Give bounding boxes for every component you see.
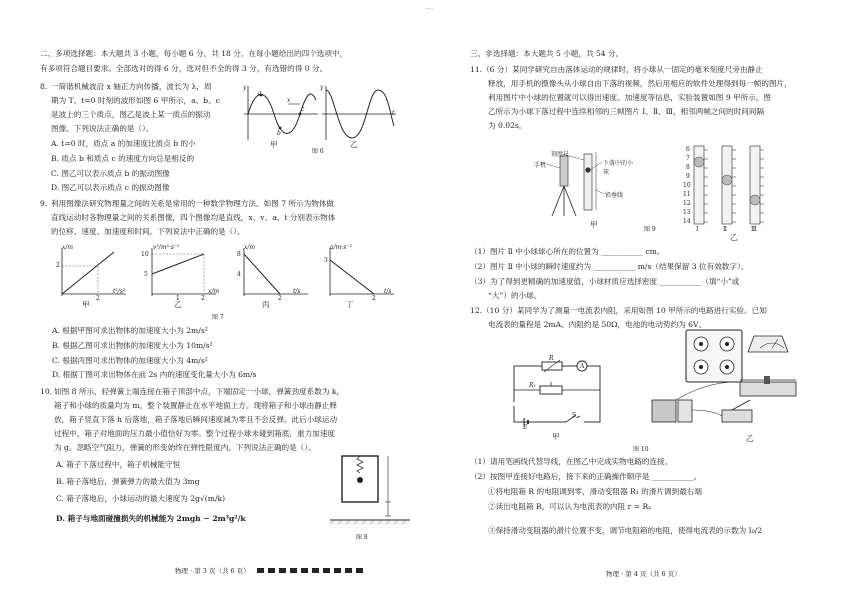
figure-9-caption: 图 9: [644, 226, 656, 233]
q10-stem: 放，箱子竖直下落 h 后落地，箱子落地后瞬间速度减为零且不会反弹。此后小球运动: [54, 415, 338, 424]
scale-tick: 12: [683, 200, 691, 207]
q8-stem: 期为 T。t=0 时刻的波形如图 6 甲所示，a、b、c: [51, 96, 220, 105]
section3-heading: 三、非选择题：本大题共 5 小题，共 54 分。: [470, 49, 624, 58]
graph-ding-xlabel: t/s: [384, 288, 392, 295]
footer-mark: [257, 568, 264, 573]
graph-ding-name: 丁: [346, 300, 354, 309]
vibration-figure-yi: [318, 84, 398, 140]
figure-6-caption: 图 6: [312, 148, 324, 155]
graph-jia-ylabel: x/m: [62, 244, 74, 251]
q12-stem: 电流表的量程是 2mA、内阻约是 50Ω，电池的电动势约为 6V。: [488, 320, 707, 329]
footer-mark: [279, 568, 286, 573]
footer-marks-left: [257, 567, 367, 575]
q9-option-d: D. 根据丁图可求出物体在前 2s 内的速度变化量大小为 6m/s: [52, 370, 257, 379]
q8-option-b: B. 质点 b 和质点 c 的速度方向总是相反的: [51, 154, 195, 163]
q8-stem: 是波上的三个质点，图乙是波上某一质点的振动: [51, 110, 211, 119]
q11-stem: 为 0.02s。: [488, 121, 527, 130]
circuit-label-a: A: [580, 363, 585, 370]
frames-figure-yi: [678, 144, 788, 234]
q9-stem: 利用图像法研究物理量之间的关系是常用的一种数学物理方法。如图 7 所示为物体做: [51, 199, 335, 208]
q12-sub-1: （1）请用笔画线代替导线，在图乙中完成实物电路的连接。: [470, 457, 673, 466]
scale-tick: 7: [686, 155, 690, 162]
q12-step-1: ①将电阻箱 R 的电阻调到零，滑动变阻器 R₁ 的滑片调到最右端: [488, 487, 702, 496]
q10-option-b: B. 箱子落地后，弹簧弹力的最大值为 3mg: [56, 477, 200, 486]
graph-yi-xtick: 1: [176, 295, 180, 302]
circuit-caption-jia: 甲: [552, 432, 560, 441]
q11-stem: 11.（6 分）某同学研究自由落体运动的规律时，将小球从一固定的毫米刻度尺旁由静止: [470, 65, 763, 74]
graph-yi-xtick: 2: [201, 295, 205, 302]
footer-mark: [301, 568, 308, 573]
vibration-caption-yi: 乙: [350, 140, 358, 149]
circuit-schematic-jia: [504, 360, 614, 430]
q11-sub-3-cont: “大”）的小球。: [488, 291, 542, 300]
graph-ding-ylabel: a/m·s⁻²: [330, 244, 352, 251]
q9-number: 9.: [40, 199, 48, 208]
label-plumb-line: 铅垂线: [605, 192, 624, 199]
scale-tick: 6: [686, 146, 690, 153]
footer-mark: [345, 568, 352, 573]
scale-tick: 11: [683, 191, 691, 198]
box-spring-figure: [330, 452, 410, 530]
graph-bing-xlabel: t/s: [293, 288, 301, 295]
q12-step-3: ③保持滑动变阻器的滑片位置不变，调节电阻箱的电阻，使得电流表的示数为 I₀/2: [488, 526, 763, 535]
vibration-label-y: y: [320, 84, 324, 91]
q12-sub-2: （2）按图甲连接好电路后，接下来的正确操作顺序是 ___________。: [470, 472, 702, 481]
wave-label-y: y: [243, 84, 247, 91]
wave-caption-jia: 甲: [270, 140, 278, 149]
circuit-apparatus-yi: [652, 330, 802, 442]
figure-8-caption: 图 8: [356, 534, 368, 541]
footer-mark: [290, 568, 297, 573]
graph-bing-ylabel: x/m: [244, 244, 256, 251]
footer-mark: [268, 568, 275, 573]
vibration-label-t: t: [392, 110, 395, 117]
scale-tick: 13: [683, 209, 691, 216]
frame-label: Ⅲ: [751, 226, 757, 233]
frame-label: Ⅰ: [696, 226, 699, 233]
scale-tick: 9: [686, 173, 690, 180]
graph-jia-ytick: 2: [56, 262, 60, 269]
q10-stem: 箱子和小球的质量均为 m。整个装置静止在水平地面上方。现将箱子和小球由静止释: [54, 401, 337, 410]
q11-sub-2: （2）图片 Ⅱ 中小球的瞬时速度约为 ___________ m/s（结果保留 3 位有效数字）。: [470, 262, 749, 271]
graph-bing-ytick: 8: [237, 251, 241, 258]
q12-step-2: ②读出电阻箱 R，可以认为电流表的内阻 r = Rₓ: [488, 502, 652, 511]
footer-mark: [356, 568, 363, 573]
q10-stem: 为 g。忽略空气阻力，弹簧的形变始终在弹性限度内。下列说法正确的是（）。: [54, 443, 316, 452]
q11-sub-3: （3）为了得到更精确的加速度值，小球材质应选择密度 ___________（填“小”或: [470, 277, 740, 286]
figure-7-caption: 图 7: [212, 314, 224, 321]
graph-bing-xtick: 2: [278, 295, 282, 302]
circuit-label-e: E: [523, 424, 528, 431]
apparatus-caption-jia: 甲: [590, 220, 598, 229]
wave-label-c: c: [301, 106, 305, 113]
q11-sub-1: （1）图片 Ⅱ 中小球球心所在的位置为 ___________ cm。: [470, 247, 665, 256]
q10-option-c: C. 箱子落地后，小球运动的最大速度为 2g√(m/k): [56, 494, 226, 503]
q12-stem: 12.（10 分）某同学为了测量一电流表内阻，采用如图 10 甲所示的电路进行实验。已知: [470, 306, 767, 315]
wave-label-b: b: [277, 130, 281, 137]
label-phone: 手机: [534, 162, 547, 169]
q9-option-b: B. 根据乙图可求出物体的加速度大小为 10m/s²: [52, 341, 213, 350]
page-footer-left: 物理 · 第 3 页（共 6 页）: [175, 567, 250, 575]
q9-option-c: C. 根据丙图可求出物体的加速度大小为 4m/s²: [52, 356, 208, 365]
figure-10-caption: 图 10: [633, 446, 649, 453]
wave-label-a: a: [258, 90, 262, 97]
q10-option-a: A. 箱子下落过程中，箱子机械能守恒: [56, 460, 181, 469]
q10-stem: 过程中，箱子对地面的压力最小值恰好为零。整个过程小球未碰到箱底，重力加速度: [54, 429, 335, 438]
q8-stem: 一简谐机械波沿 x 轴正方向传播，波长为 λ，周: [51, 82, 212, 91]
scale-tick: 14: [683, 218, 691, 225]
q10-stem: 如图 8 所示，轻弹簧上端连接在箱子顶部中点，下端固定一小球，弹簧劲度系数为 k，: [54, 387, 345, 396]
q8-number: 8.: [40, 82, 48, 91]
graph-yi-ytick: 10: [141, 251, 149, 258]
q8-option-d: D. 图乙可以表示质点 c 的振动图像: [51, 183, 170, 192]
graph-jia-xlabel: t²/s²: [113, 288, 126, 295]
footer-mark: [334, 568, 341, 573]
q8-stem: 图像。下列说法正确的是（）。: [51, 124, 154, 133]
q9-stem: 直线运动时各物理量之间的关系图像，四个图像均是直线，x、v、a、t 分别表示物体: [51, 213, 336, 222]
graph-bing-ytick: 4: [237, 271, 241, 278]
circuit-label-r: R: [549, 355, 554, 362]
circuit-label-r1: R₁: [529, 382, 536, 389]
wave-label-x: x: [287, 97, 291, 104]
frame-label: Ⅱ: [723, 226, 728, 233]
q11-stem: 乙所示为小球下落过程中连续相邻的三帧图片 Ⅰ、Ⅱ、Ⅲ，相邻两帧之间的时间间隔: [488, 107, 765, 116]
graph-ding-xtick: 2: [372, 295, 376, 302]
q8-option-c: C. 图乙可以表示质点 b 的振动图像: [51, 169, 170, 178]
graph-yi-name: 乙: [174, 300, 182, 309]
graph-yi-ylabel: v²/m²·s⁻²: [153, 244, 180, 251]
q9-option-a: A. 根据甲图可求出物体的加速度大小为 2m/s²: [52, 326, 208, 335]
apparatus-caption-yi: 乙: [746, 434, 754, 443]
graph-bing-name: 丙: [262, 300, 270, 309]
section2-heading-2: 有多项符合题目要求。全部选对的得 6 分，选对但不全的得 3 分，有选错的得 0 分。: [40, 64, 328, 73]
q8-option-a: A. t=0 时，质点 a 的加速度比质点 b 的小: [51, 139, 196, 148]
top-mark: ...: [426, 2, 434, 11]
footer-mark: [312, 568, 319, 573]
graph-ding-ytick: 3: [324, 257, 328, 264]
section2-heading: 二、多项选择题：本大题共 3 小题，每小题 6 分，共 18 分。在每小题给出的四个选项中，: [40, 49, 348, 58]
q9-stem: 的位移、速度、加速度和时间。下列说法中正确的是（）。: [51, 227, 245, 236]
graph-jia-xtick: 2: [96, 295, 100, 302]
frames-caption-yi: 乙: [730, 233, 738, 242]
page-footer-right: 物理 · 第 4 页（共 6 页）: [606, 570, 681, 578]
circuit-label-s: S: [572, 412, 577, 419]
footer-mark: [323, 568, 330, 573]
graph-yi-ytick: 5: [144, 271, 148, 278]
q11-stem: 利用图片中小球的位置就可以得出速度、加速度等信息，实验装置如图 9 甲所示。图: [488, 93, 772, 102]
q11-stem: 释放，用手机的摄像头从小球自由下落的视频，然后用相应的软件处理得到每一帧的图片，: [488, 79, 792, 88]
right-page: [430, 0, 860, 608]
q10-number: 10.: [40, 387, 53, 396]
graph-yi: [142, 246, 218, 302]
q10-option-d: D. 箱子与地面碰撞损失的机械能为 2mgh − 2m³g²/k: [56, 514, 246, 523]
label-ruler: 刻度尺: [551, 151, 570, 158]
scale-tick: 8: [686, 164, 690, 171]
label-falling-ball: 下落中的小球: [603, 160, 634, 176]
graph-jia-name: 甲: [82, 300, 90, 309]
graph-yi-xlabel: x/m: [208, 288, 220, 295]
scale-tick: 10: [683, 182, 691, 189]
